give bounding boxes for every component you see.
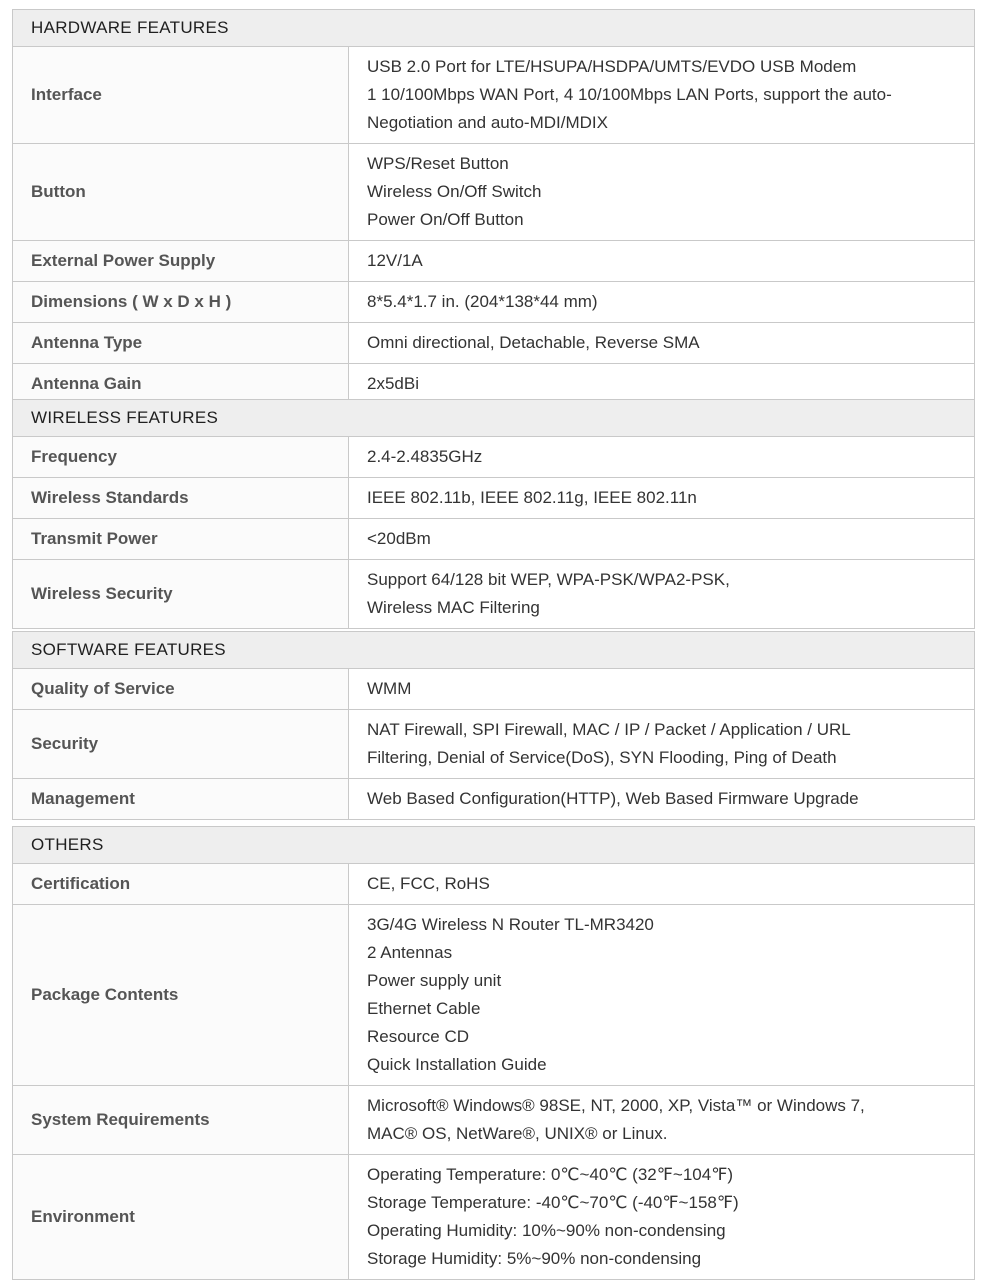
spec-row-security [13, 710, 975, 779]
wireless-features-table [12, 399, 975, 629]
spec-value-line: <20dBm [367, 529, 431, 548]
spec-label: Transmit Power [13, 519, 349, 560]
spec-value-line: Storage Humidity: 5%~90% non-condensing [367, 1249, 702, 1268]
spec-row-wireless-security [13, 560, 975, 629]
spec-value [349, 864, 975, 905]
spec-value [349, 323, 975, 364]
spec-value-line: 3G/4G Wireless N Router TL-MR3420 [367, 915, 654, 934]
spec-value [349, 47, 975, 144]
spec-value-line: Web Based Configuration(HTTP), Web Based Firmware Upgrade [367, 789, 859, 808]
software-features-table [12, 631, 975, 820]
spec-label: External Power Supply [13, 241, 349, 282]
spec-value-line: CE, FCC, RoHS [367, 874, 490, 893]
spec-row-dimensions [13, 282, 975, 323]
spec-label: Wireless Security [13, 560, 349, 629]
spec-label: Management [13, 779, 349, 820]
spec-value-line: IEEE 802.11b, IEEE 802.11g, IEEE 802.11n [367, 488, 697, 507]
spec-value-line: Ethernet Cable [367, 999, 481, 1018]
spec-value-line: Quick Installation Guide [367, 1055, 547, 1074]
spec-value-line: 2x5dBi [367, 374, 419, 393]
spec-row-button [13, 144, 975, 241]
spec-row-transmit-power [13, 519, 975, 560]
spec-row-frequency [13, 437, 975, 478]
spec-label: Certification [13, 864, 349, 905]
others-table [12, 826, 975, 1280]
spec-value-line: 8*5.4*1.7 in. (204*138*44 mm) [367, 292, 598, 311]
spec-value [349, 282, 975, 323]
spec-label: Dimensions ( W x D x H ) [13, 282, 349, 323]
spec-label: Environment [13, 1155, 349, 1280]
hardware-features-table [12, 9, 975, 405]
spec-value-line: Power On/Off Button [367, 210, 524, 229]
section-title: WIRELESS FEATURES [13, 400, 975, 437]
spec-value-line: Microsoft® Windows® 98SE, NT, 2000, XP, Vista™ or Windows 7, [367, 1096, 865, 1115]
spec-value-line: Wireless MAC Filtering [367, 598, 540, 617]
spec-value-line: 2 Antennas [367, 943, 453, 962]
section-title: HARDWARE FEATURES [13, 10, 975, 47]
spec-row-system-requirements [13, 1086, 975, 1155]
spec-value-line: Wireless On/Off Switch [367, 182, 542, 201]
spec-value [349, 144, 975, 241]
spec-row-quality-of-service [13, 669, 975, 710]
spec-value-line: USB 2.0 Port for LTE/HSUPA/HSDPA/UMTS/EVDO USB Modem [367, 57, 857, 76]
spec-value-line: NAT Firewall, SPI Firewall, MAC / IP / Packet / Application / URL [367, 720, 851, 739]
spec-value [349, 1155, 975, 1280]
spec-value-line: WMM [367, 679, 412, 698]
spec-row-environment [13, 1155, 975, 1280]
spec-row-antenna-type [13, 323, 975, 364]
spec-label: Frequency [13, 437, 349, 478]
spec-label: Button [13, 144, 349, 241]
spec-row-management [13, 779, 975, 820]
spec-label: Quality of Service [13, 669, 349, 710]
spec-row-certification [13, 864, 975, 905]
spec-value-line: Operating Humidity: 10%~90% non-condensing [367, 1221, 726, 1240]
spec-value [349, 437, 975, 478]
spec-value [349, 905, 975, 1086]
spec-value-line: Resource CD [367, 1027, 470, 1046]
spec-label: System Requirements [13, 1086, 349, 1155]
spec-value-line: 1 10/100Mbps WAN Port, 4 10/100Mbps LAN Ports, support the auto- [367, 85, 892, 104]
spec-value [349, 519, 975, 560]
spec-value [349, 560, 975, 629]
spec-row-external-power-supply [13, 241, 975, 282]
spec-row-interface [13, 47, 975, 144]
spec-label: Interface [13, 47, 349, 144]
spec-label: Package Contents [13, 905, 349, 1086]
spec-value-line: Storage Temperature: -40℃~70℃ (-40℉~158℉) [367, 1193, 739, 1212]
spec-value-line: WPS/Reset Button [367, 154, 509, 173]
spec-value [349, 710, 975, 779]
spec-value-line: Negotiation and auto-MDI/MDIX [367, 113, 608, 132]
spec-row-wireless-standards [13, 478, 975, 519]
spec-value [349, 779, 975, 820]
spec-value-line: Filtering, Denial of Service(DoS), SYN Flooding, Ping of Death [367, 748, 837, 767]
spec-value [349, 669, 975, 710]
spec-value-line: MAC® OS, NetWare®, UNIX® or Linux. [367, 1124, 668, 1143]
spec-value [349, 241, 975, 282]
spec-label: Antenna Type [13, 323, 349, 364]
spec-row-package-contents [13, 905, 975, 1086]
spec-value-line: 2.4-2.4835GHz [367, 447, 483, 466]
spec-value-line: Support 64/128 bit WEP, WPA-PSK/WPA2-PSK, [367, 570, 730, 589]
spec-label: Wireless Standards [13, 478, 349, 519]
spec-value-line: Power supply unit [367, 971, 502, 990]
spec-value-line: Operating Temperature: 0℃~40℃ (32℉~104℉) [367, 1165, 734, 1184]
spec-value-line: 12V/1A [367, 251, 423, 270]
spec-value-line: Omni directional, Detachable, Reverse SMA [367, 333, 700, 352]
section-title: SOFTWARE FEATURES [13, 632, 975, 669]
spec-label: Antenna Gain [13, 364, 349, 405]
spec-value [349, 1086, 975, 1155]
section-title: OTHERS [13, 827, 975, 864]
spec-value [349, 478, 975, 519]
spec-label: Security [13, 710, 349, 779]
